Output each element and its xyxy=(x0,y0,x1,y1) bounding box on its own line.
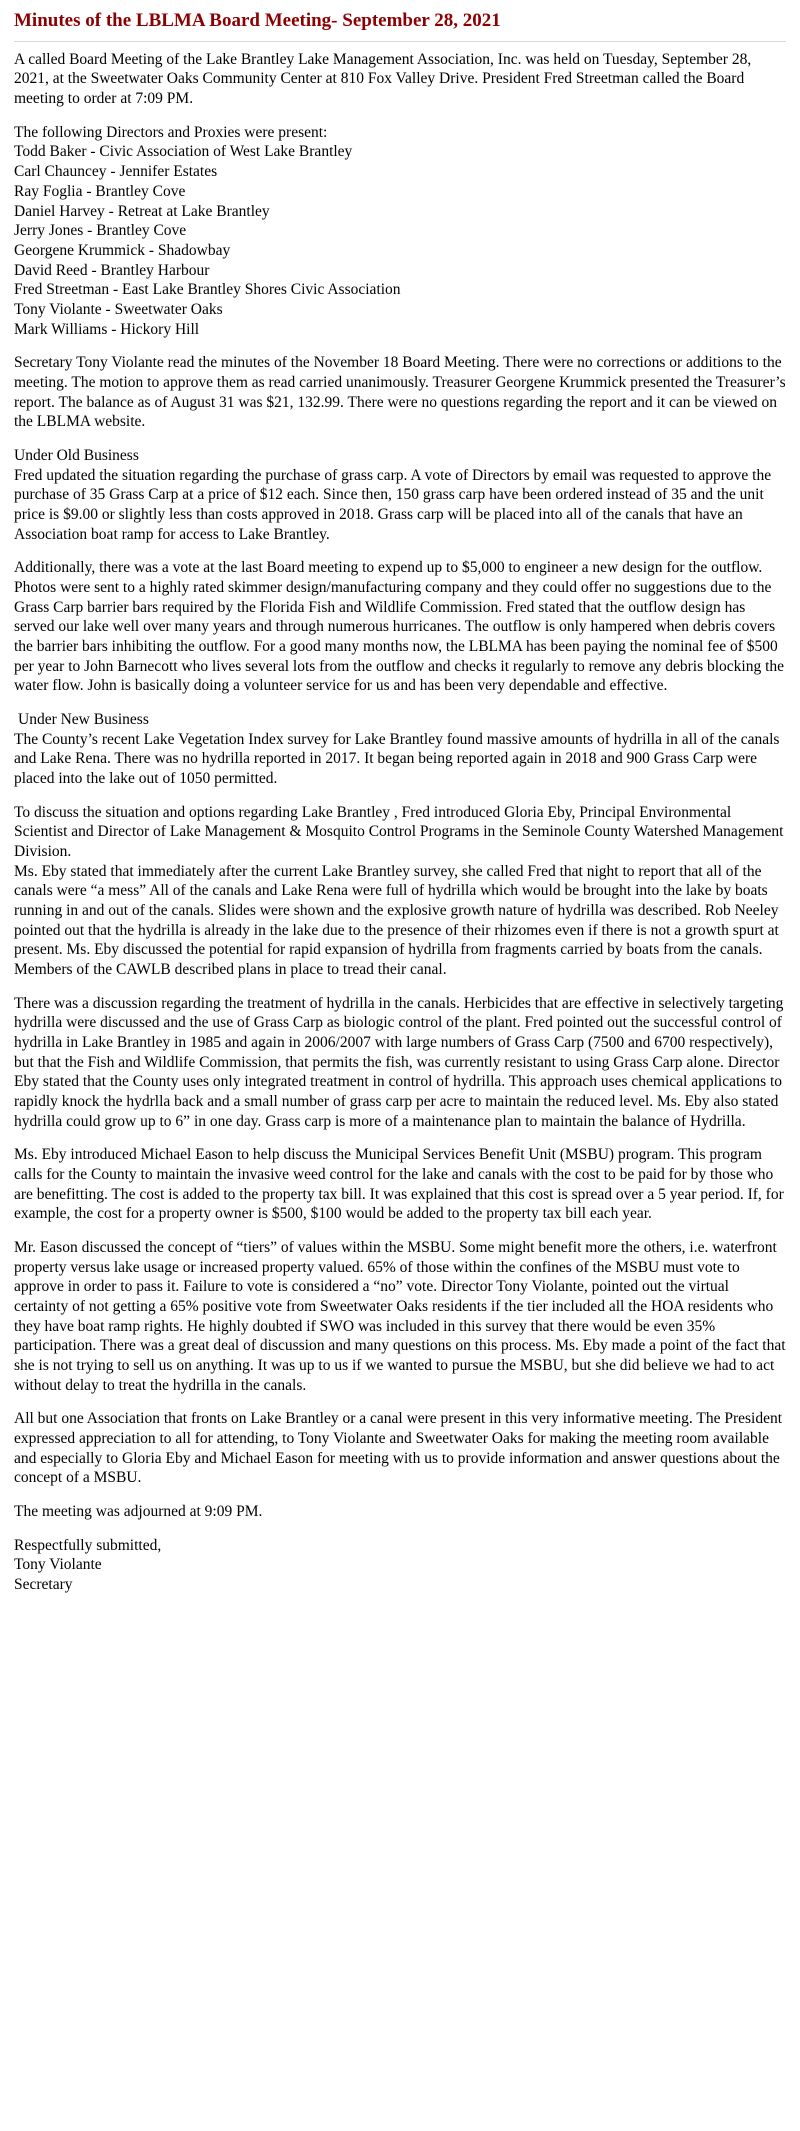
intro-paragraph: A called Board Meeting of the Lake Brantley Lake Management Association, Inc. was held on Tuesday, September 28, 2021, at the Sweetwater Oaks Community Center at 810 Fox Valley Drive. President Fred Streetman called the Board meeting to order at 7:09 PM. xyxy=(14,50,752,108)
new-business-paragraph-6: Mr. Eason discussed the concept of “tiers” of values within the MSBU. Some might benefit more the others, i.e. waterfront property versus lake usage or increased property valued. 65% of those within the confines of the MSBU must vote to approve in order to pass it. Failure to vote is considered a “no” vote. Director Tony Violante, pointed out the virtual certainty of not getting a 65% positive vote from Sweetwater Oaks residents if the tier included all the HOA residents who they have boat ramp rights. He highly doubted if SWO was included in this survey that there would be even 35% participation. There was a great deal of discussion and many questions on this process. Ms. Eby made a point of the fact that she is not trying to sell us on anything. It was up to us if we wanted to pursue the MSBU, but she did believe we had to act without delay to treat the hydrilla in the canals. xyxy=(14,1239,786,1394)
signoff-line-1: Respectfully submitted, xyxy=(14,1536,162,1554)
old-business-heading: Under Old Business xyxy=(14,446,139,464)
page-title: Minutes of the LBLMA Board Meeting- September 28, 2021 xyxy=(14,10,501,31)
list-item: David Reed - Brantley Harbour xyxy=(14,261,210,279)
list-item: Todd Baker - Civic Association of West Lake Brantley xyxy=(14,143,353,161)
signoff-block xyxy=(14,1536,786,1595)
secretary-treasurer-report: Secretary Tony Violante read the minutes of the November 18 Board Meeting. There were no corrections or additions to the meeting. The motion to approve them as read carried unanimously. Treasurer Georgene Krummick presented the Treasurer’s report. The balance as of August 31 was $21, 132.99. There were no questions regarding the report and it can be viewed on the LBLMA website. xyxy=(14,354,786,431)
new-business-paragraph-1: The County’s recent Lake Vegetation Index survey for Lake Brantley found massive amounts of hydrilla in all of the canals and Lake Rena. There was no hydrilla reported in 2017. It began being reported again in 2018 and 900 Grass Carp were placed into the lake out of 1050 permitted. xyxy=(14,730,780,787)
new-business-paragraph-4: There was a discussion regarding the treatment of hydrilla in the canals. Herbicides that are effective in selectively targeting hydrilla were discussed and the use of Grass Carp as biologic control of the plant. Fred pointed out the successful control of hydrilla in Lake Brantley in 1985 and again in 2006/2007 with large numbers of Grass Carp (7500 and 6700 respectively), but that the Fish and Wildlife Commission, that permits the fish, was currently resistant to using Grass Carp alone. Director Eby stated that the County uses only integrated treatment in control of hydrilla. This approach uses chemical applications to rapidly knock the hydrlla back and a small number of grass carp per acre to maintain the reduced level. Ms. Eby also stated hydrilla could grow up to 6” in one day. Grass carp is more of a maintenance plan to maintain the balance of Hydrilla. xyxy=(14,994,784,1130)
old-business-paragraph-2: Additionally, there was a vote at the last Board meeting to expend up to $5,000 to engineer a new design for the outflow. Photos were sent to a highly rated skimmer design/manufacturing company and they could offer no suggestions due to the Grass Carp barrier bars required by the Florida Fish and Wildlife Commission. Fred stated that the outflow design has served our lake well over many years and through numerous hurricanes. The outflow is only hampered when debris covers the barrier bars inhibiting the outflow. For a good many months now, the LBLMA has been paying the nominal fee of $500 per year to John Barnecott who lives several lots from the outflow and checks it regularly to remove any debris blocking the water flow. John is basically doing a volunteer service for us and has been very dependable and effective. xyxy=(14,559,785,695)
list-item: Fred Streetman - East Lake Brantley Shores Civic Association xyxy=(14,281,401,299)
list-item: Ray Foglia - Brantley Cove xyxy=(14,182,186,200)
new-business-paragraph-2: To discuss the situation and options regarding Lake Brantley , Fred introduced Gloria Eby, Principal Environmental Scientist and Director of Lake Management & Mosquito Control Programs in the Seminole County Watershed Management Division. xyxy=(14,803,784,860)
list-item: Mark Williams - Hickory Hill xyxy=(14,320,200,338)
list-item: Daniel Harvey - Retreat at Lake Brantley xyxy=(14,202,270,220)
signoff-role: Secretary xyxy=(14,1576,73,1594)
title-divider xyxy=(14,41,786,42)
new-business-heading: Under New Business xyxy=(18,710,149,728)
list-item: Georgene Krummick - Shadowbay xyxy=(14,241,231,259)
old-business-paragraph-1: Fred updated the situation regarding the purchase of grass carp. A vote of Directors by email was requested to approve the purchase of 35 Grass Carp at a price of $12 each. Since then, 150 grass carp have been ordered instead of 35 and the unit price is $9.00 or slightly less than costs approved in 2018. Grass carp will be placed into all of the canals that have an Association boat ramp for access to Lake Brantley. xyxy=(14,466,772,543)
closing-paragraph: All but one Association that fronts on Lake Brantley or a canal were present in this very informative meeting. The President expressed appreciation to all for attending, to Tony Violante and Sweetwater Oaks for making the meeting room available and especially to Gloria Eby and Michael Eason for meeting with us to provide information and answer questions about the concept of a MSBU. xyxy=(14,1410,783,1487)
signoff-name: Tony Violante xyxy=(14,1556,102,1574)
attendee-list xyxy=(14,142,786,339)
attendance-heading: The following Directors and Proxies were present: xyxy=(14,123,328,141)
list-item: Carl Chauncey - Jennifer Estates xyxy=(14,163,218,181)
adjournment-paragraph: The meeting was adjourned at 9:09 PM. xyxy=(14,1503,263,1521)
new-business-paragraph-5: Ms. Eby introduced Michael Eason to help discuss the Municipal Services Benefit Unit (MSBU) program. This program calls for the County to maintain the invasive weed control for the lake and canals with the cost to be paid for by those who are benefitting. The cost is added to the property tax bill. It was explained that this cost is spread over a 5 year period. If, for example, the cost for a property owner is $500, $100 would be added to the property tax bill each year. xyxy=(14,1146,784,1223)
new-business-paragraph-3: Ms. Eby stated that immediately after the current Lake Brantley survey, she called Fred that night to report that all of the canals were “a mess” All of the canals and Lake Rena were full of hydrilla which would be brought into the lake by boats running in and out of the canals. Slides were shown and the explosive growth nature of hydrilla was described. Rob Neeley pointed out that the hydrilla is already in the lake due to the presence of their rhizomes even if there is not a growth spurt at present. Ms. Eby discussed the potential for rapid expansion of hydrilla from fragments carried by boats from the canals. Members of the CAWLB described plans in place to tread their canal. xyxy=(14,862,779,979)
list-item: Jerry Jones - Brantley Cove xyxy=(14,222,187,240)
list-item: Tony Violante - Sweetwater Oaks xyxy=(14,300,223,318)
